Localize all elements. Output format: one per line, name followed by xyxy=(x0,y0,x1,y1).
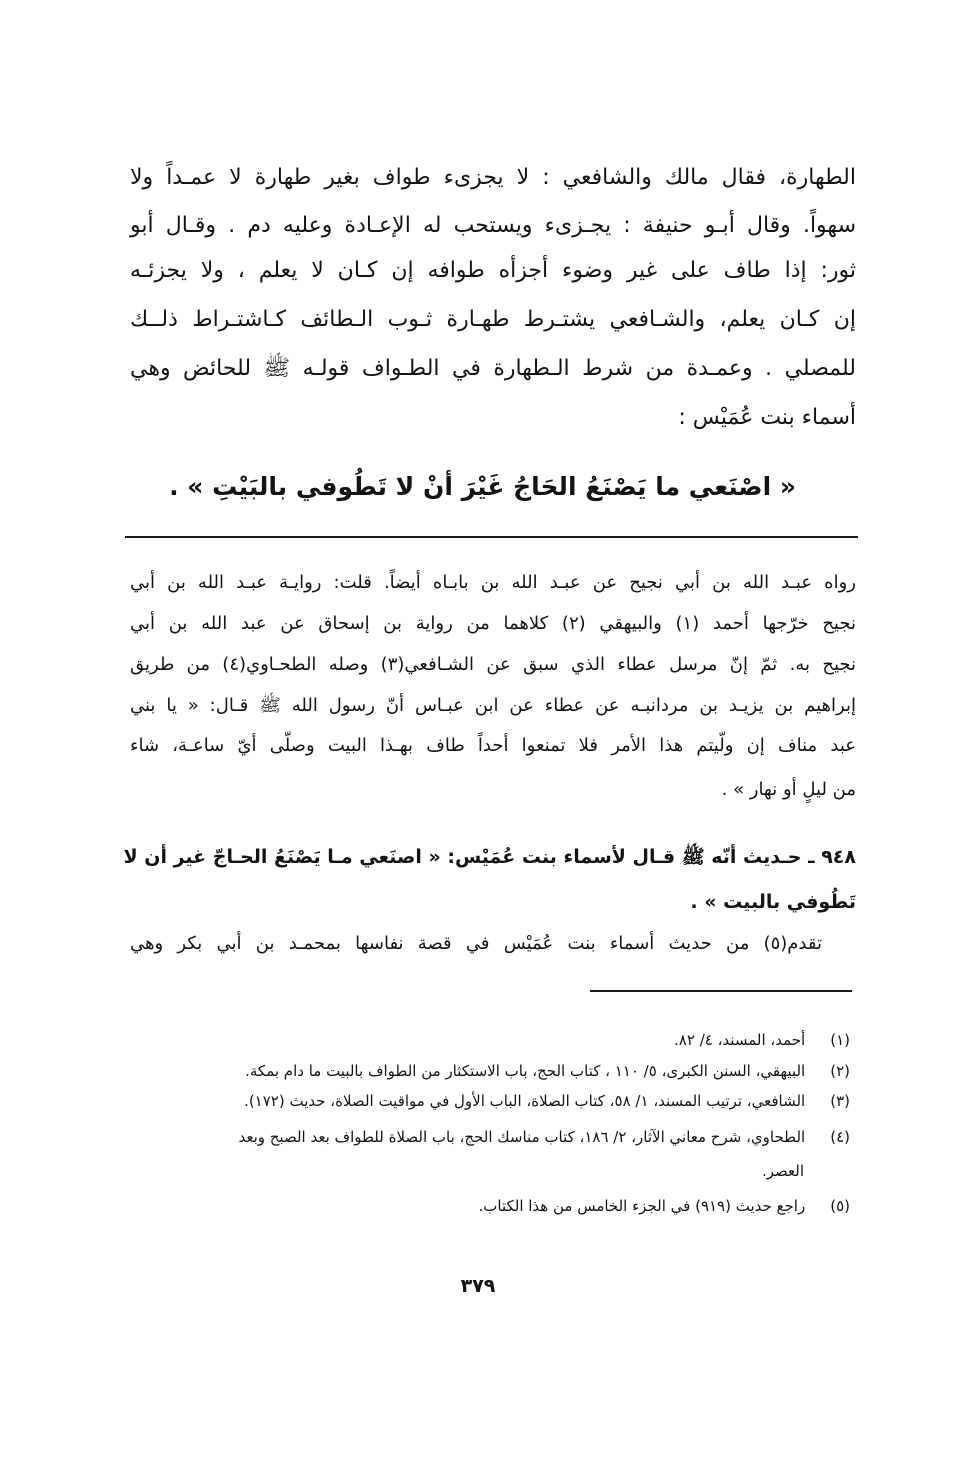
main-text-line: سهواً. وقال أبـو حنيفة : يجـزىء ويستحب له الإعـادة وعليه دم . وقـال أبو xyxy=(130,213,856,238)
main-text-line: للمصلي . وعمـدة من شرط الـطهارة في الطـواف قولـه ﷺ للحائض وهي xyxy=(130,356,856,381)
main-text-line: ثور: إذا طاف على غير وضوء أجزأه طوافه إن كـان لا يعلم ، ولا يجزئـه xyxy=(130,258,856,283)
footnote-text: راجع حديث (٩١٩) في الجزء الخامس من هذا الكتاب. xyxy=(478,1197,806,1215)
commentary-line: رواه عبـد الله بن أبي نجيح عن عبـد الله بن بابـاه أيضاً. قلت: روايـة عبـد الله بن أبي xyxy=(130,572,856,593)
footnote-text: الطحاوي، شرح معاني الآثار، ٢/ ١٨٦، كتاب مناسك الحج، باب الصلاة للطواف بعد الصبح وبعد xyxy=(238,1128,806,1146)
footnote xyxy=(118,1025,850,1055)
footnote-continuation: العصر. xyxy=(761,1162,804,1180)
footnote xyxy=(118,1056,850,1086)
page-number: ٣٧٩ xyxy=(460,1275,496,1297)
commentary-line: نجيح خرّجها أحمد (١) والبيهقي (٢) كلاهما من رواية بن إسحاق عن عبد الله بن أبي xyxy=(130,613,856,634)
commentary-line: من ليلٍ أو نهار » . xyxy=(721,779,856,800)
footnote-marker: (١) xyxy=(830,1031,850,1049)
footnote xyxy=(118,1122,850,1152)
footnote-text: الشافعي، ترتيب المسند، ١/ ٥٨، كتاب الصلاة، الباب الأول في مواقيت الصلاة، حديث (١٧٢). xyxy=(244,1092,806,1110)
footnote-marker: (٥) xyxy=(830,1197,850,1215)
footnote xyxy=(118,1086,850,1116)
main-text-line: إن كـان يعلم، والشـافعي يشتـرط طهـارة ثـوب الـطائف كـاشتـراط ذلــك xyxy=(130,307,856,332)
commentary-line: إبراهيم بن يزيـد بن مردانبـه عن عطاء عن ابن عبـاس أنّ رسول الله ﷺ قـال: « يا بني xyxy=(130,695,856,716)
hadith-heading-line: ٩٤٨ ـ حـديث أنّه ﷺ قـال لأسماء بنت عُمَيْس: « اصنَعي مـا يَصْنَعُ الحـاجّ غير أن لا xyxy=(123,846,856,868)
footnote-marker: (٢) xyxy=(830,1062,850,1080)
section-divider xyxy=(125,536,858,538)
footnote-text: البيهقي، السنن الكبرى، ٥/ ١١٠ ، كتاب الحج، باب الاستكثار من الطواف بالبيت ما دام بمكة. xyxy=(245,1062,806,1080)
main-text-line: أسماء بنت عُمَيْس : xyxy=(678,405,856,430)
footnote xyxy=(118,1191,850,1221)
footnote-divider xyxy=(590,990,852,992)
footnote-marker: (٤) xyxy=(830,1128,850,1146)
hadith-heading-line: تَطُوفي بالبيت » . xyxy=(690,891,856,913)
hadith-quote: « اصْنَعي ما يَصْنَعُ الحَاجُ غَيْرَ أنْ لا تَطُوفي بالبَيْتِ » . xyxy=(169,472,796,501)
main-text-line: الطهارة، فقال مالك والشافعي : لا يجزىء طواف بغير طهارة لا عمـداً ولا xyxy=(130,165,856,190)
hadith-note-line: تقدم(٥) من حديث أسماء بنت عُمَيْس في قصة نفاسها بمحمـد بن أبي بكر وهي xyxy=(130,933,822,954)
footnote-marker: (٣) xyxy=(830,1092,850,1110)
commentary-line: نجيح به. ثمّ إنّ مرسل عطاء الذي سبق عن الشـافعي(٣) وصله الطحـاوي(٤) من طريق xyxy=(130,654,857,675)
commentary-line: عبد مناف إن ولّيتم هذا الأمر فلا تمنعوا أحداً طاف بهـذا البيت وصلّى أيّ ساعـة، شاء xyxy=(130,735,856,756)
footnote-text: أحمد، المسند، ٤/ ٨٢. xyxy=(674,1031,806,1049)
